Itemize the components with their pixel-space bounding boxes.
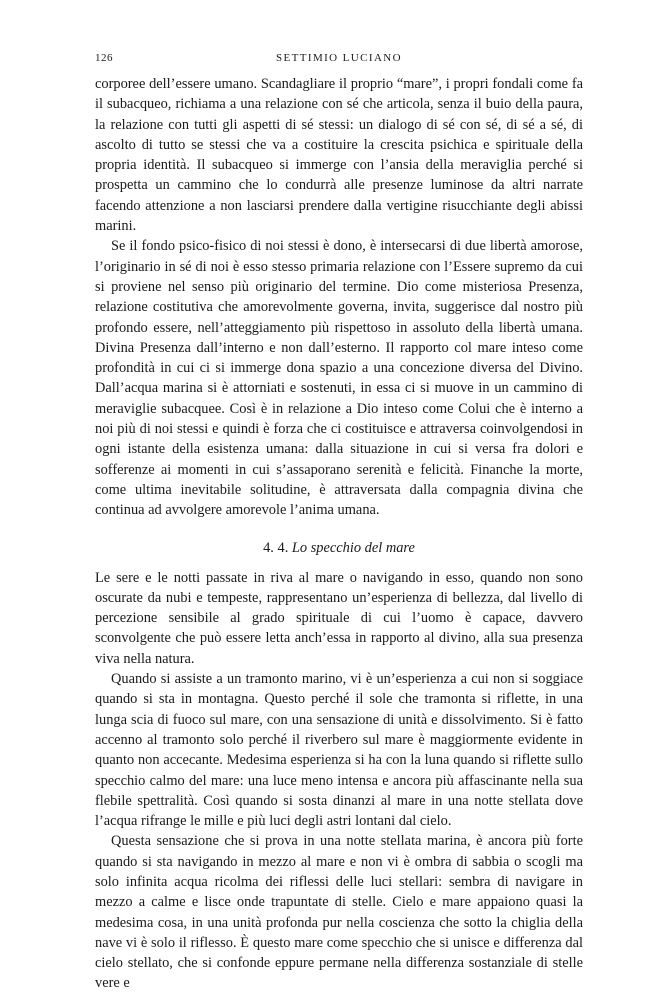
section-heading	[95, 538, 583, 558]
book-page	[95, 52, 583, 994]
running-head	[95, 52, 583, 74]
page-number: 126	[95, 52, 113, 64]
paragraph: Le sere e le notti passate in riva al mare o navigando in esso, quando non sono oscurate da nubi e tempeste, rappresentano un’esperienza di bellezza, dal livello di percezione sensibile al grado spirituale di cui l’uomo è capace, davvero sconvolgente che può essere letta anch’essa in rapporto al divino, alla sua presenza viva nella natura.	[95, 569, 583, 667]
paragraph: Quando si assiste a un tramonto marino, vi è un’esperienza a cui non si soggiace quando si sta in montagna. Questo perché il sole che tramonta si riflette, in una lunga scia di fuoco sul mare, con una sensazione di unità e dissolvimento. Si è fatto accenno al tramonto solo perché il riverbero sul mare è maggiormente evidente in quanto non accecante. Medesima esperienza si ha con la luna quando si riflette sullo specchio calmo del mare: una luce meno intensa e ancora più affascinante nella sua flebile spettralità. Così quando si sosta dinanzi al mare in una notte stellata dove l’acqua rifrange le mille e più luci degli astri lontani dal cielo.	[95, 671, 583, 830]
running-title: SETTIMIO LUCIANO	[276, 52, 402, 64]
section-number: 4. 4.	[263, 539, 289, 556]
paragraph: Questa sensazione che si prova in una notte stellata marina, è ancora più forte quando si sta navigando in mezzo al mare e non vi è ombra di sabbia o scogli ma solo infinita acqua ricolma dei riflessi delle luci stellari: sembra di navigare in mezzo a calme e lisce onde trapuntate di stelle. Cielo e mare appaiono quasi la medesima cosa, in una unità profonda pur nella coscienza che sotto la chiglia della nave vi è solo il riflesso. È questo mare come specchio che si unisce e differenza dal cielo stellato, che si confonde eppure permane nella differenza sostanziale di stelle vere e	[95, 833, 583, 992]
paragraph: corporee dell’essere umano. Scandagliare il proprio “mare”, i propri fondali come fa il subacqueo, richiama a una relazione con sé che articola, senza il buio della paura, la relazione con tutti gli aspetti di sé stessi: un dialogo di sé con sé, di sé a sé, di ascolto di tutto se stessi che va a costituire la crescita psichica e spirituale della propria identità. Il subacqueo si immerge con l’ansia della meraviglia perché si prospetta un cammino che lo condurrà alle presenze luminose da altri narrate facendo attenzione a non lasciarsi prendere dalla vertigine risucchiante degli abissi marini.	[95, 76, 583, 235]
paragraph: Se il fondo psico-fisico di noi stessi è dono, è intersecarsi di due libertà amorose, l’originario in sé di noi è esso stesso primaria relazione con l’Essere supremo da cui si proviene nel senso più originario del termine. Dio come misteriosa Presenza, relazione costitutiva che amorevolmente governa, invita, suggerisce dal nostro più profondo essere, nell’atteggiamento più rispettoso in assoluto della libertà umana. Divina Presenza dall’interno e non dall’esterno. Il rapporto col mare inteso come profondità in cui ci si immerge dona spazio a una concezione diversa del Divino. Dall’acqua marina si è attorniati e sostenuti, in essa ci si muove in un cammino di meraviglie subacquee. Così è in relazione a Dio inteso come Colui che è interno a noi più di noi stessi e quindi è forza che ci costituisce e attraversa coinvolgendosi in ogni istante della esistenza umana: dalla situazione in cui si versa fra dolori e sofferenze ai momenti in cui s’assaporano serenità e felicità. Finanche la morte, come ultima inevitabile solitudine, è attraversata dalla compagnia divina che continua ad avvolgere amorevole l’anima umana.	[95, 238, 583, 519]
body-text	[95, 74, 583, 994]
section-title: Lo specchio del mare	[291, 539, 415, 556]
